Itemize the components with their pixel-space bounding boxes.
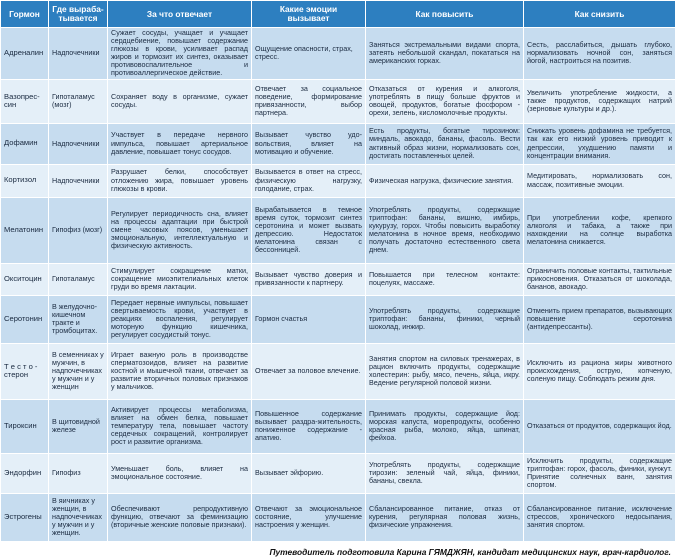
how-to-increase: Употреблять продукты, содержащие триптофан: бананы, вишню, имбирь, кукурузу, горох. Чтобы повысить выработку мелатонина в ночное время, необходимо получать достаточно естественного света днем.	[366, 197, 524, 263]
how-to-increase: Повышается при телесном контакте: поцелуях, массаже.	[366, 263, 524, 295]
emotions: Вызывает чувство доверия и привязанности к партнеру.	[252, 263, 366, 295]
production-site: Надпочечники	[49, 123, 108, 164]
hormone-name: Адреналин	[1, 28, 49, 80]
production-site: Надпочечники	[49, 164, 108, 197]
production-site: Гипофиз (мозг)	[49, 197, 108, 263]
table-row	[1, 399, 675, 453]
how-to-decrease: Исключить продукты, содержащие триптофан: горох, фасоль, финики, кунжут. Принятие солнечных ванн, занятия спортом.	[524, 453, 675, 493]
author-credit: Путеводитель подготовила Карина ГЯМДЖЯН, кандидат медицинских наук, врач-кардиолог.	[269, 547, 671, 557]
responsible-for: Участвует в передаче нервного импульса, повышает артериальное давление, повышает тонус сосудов.	[108, 123, 252, 164]
how-to-increase: Есть продукты, богатые тирозином: миндаль, авокадо, бананы, фасоль. Вести активный образ жизни, нормализовать сон, достигать поставленных целей.	[366, 123, 524, 164]
hormone-name: Окситоцин	[1, 263, 49, 295]
emotions: Вырабатывается в темное время суток, тормозит синтез серотонина и может вызвать депрессию. Недостаток мелатонина связан с бессонницей.	[252, 197, 366, 263]
how-to-increase: Сбалансированное питание, отказ от курения, регулярная половая жизнь, физические упражнения.	[366, 493, 524, 541]
table-row	[1, 295, 675, 343]
how-to-decrease: Отменить прием препаратов, вызывающих повышение серотонина (антидепрессанты).	[524, 295, 675, 343]
table-row	[1, 28, 675, 80]
header-how-to-increase: Как повысить	[366, 1, 524, 28]
how-to-increase: Употреблять продукты, содержащие тирозин: зеленый чай, яйца, финики, бананы, свекла.	[366, 453, 524, 493]
how-to-decrease: Медитировать, нормализовать сон, массаж, позитивные эмоции.	[524, 164, 675, 197]
how-to-decrease: Исключить из рациона жиры животного происхождения, острую, копченую, соленую пищу. Соблюдать режим дня.	[524, 343, 675, 399]
hormone-name: Эндорфин	[1, 453, 49, 493]
how-to-increase: Физическая нагрузка, физические занятия.	[366, 164, 524, 197]
hormone-name: Дофамин	[1, 123, 49, 164]
responsible-for: Сохраняет воду в организме, сужает сосуды.	[108, 79, 252, 123]
production-site: В семенниках у мужчин, в надпочечниках у мужчин и у женщин	[49, 343, 108, 399]
table-row	[1, 343, 675, 399]
responsible-for: Стимулирует сокращение матки, сокращение миоэпителиальных клеток груди во время лактации.	[108, 263, 252, 295]
emotions: Вызывает чувство удо-вольствия, влияет на мотивацию и обучение.	[252, 123, 366, 164]
hormone-name: Эстрогены	[1, 493, 49, 541]
responsible-for: Сужает сосуды, учащает и учащает сердцебиение, повышает содержание глюкозы в крови, усиливает распад жиров и тормозит их синтез, оказывает противовоспалительное и противоаллергическое действие.	[108, 28, 252, 80]
emotions: Ощущение опасности, страх, стресс.	[252, 28, 366, 80]
how-to-increase: Употреблять продукты, содержащие триптофан: бананы, финики, черный шоколад, инжир.	[366, 295, 524, 343]
hormone-name: Серотонин	[1, 295, 49, 343]
how-to-decrease: При употреблении кофе, крепкого алкоголя и табака, а также при нахождении на солнце выработка мелатонина снижается.	[524, 197, 675, 263]
emotions: Отвечают за эмоциональное состояние, улучшение настроения у женщин.	[252, 493, 366, 541]
table-row	[1, 164, 675, 197]
table-row	[1, 79, 675, 123]
header-how-to-decrease: Как снизить	[524, 1, 675, 28]
production-site: Гипофиз	[49, 453, 108, 493]
responsible-for: Обеспечивают репродуктивную функцию, отвечают за феминизацию (вторичные женские половые признаки).	[108, 493, 252, 541]
header-hormone: Гормон	[1, 1, 49, 28]
hormone-name: Мелатонин	[1, 197, 49, 263]
hormone-name: Вазопрес- син	[1, 79, 49, 123]
table-row	[1, 263, 675, 295]
how-to-increase: Занятия спортом на силовых тренажерах, в рацион включить продукты, содержащие холестерин: рыбу, мясо, печень, яйца, икру. Ведение регулярной половой жизни.	[366, 343, 524, 399]
how-to-decrease: Снижать уровень дофамина не требуется, так как его низкий уровень приводит к депрессии, ухудшению памяти и концентрации внимания.	[524, 123, 675, 164]
production-site: В желудочно-кишечном тракте и тромбоцитах.	[49, 295, 108, 343]
table-row	[1, 123, 675, 164]
responsible-for: Играет важную роль в производстве сперматозоидов, влияет на развитие костной и мышечной ткани, отвечает за развитие вторичных половых признаков у мальчиков.	[108, 343, 252, 399]
how-to-decrease: Сбалансированное питание, исключение стрессов, хронического недосыпания, занятия спортом.	[524, 493, 675, 541]
emotions: Вызывает эйфорию.	[252, 453, 366, 493]
emotions: Вызывается в ответ на стресс, физическую нагрузку, голодание, страх.	[252, 164, 366, 197]
responsible-for: Активирует процессы метаболизма, влияет на обмен белка, повышает температуру тела, повышает частоту сердечных сокращений, контролирует рост и развитие организма.	[108, 399, 252, 453]
header-responsible-for: За что отвечает	[108, 1, 252, 28]
table-row	[1, 453, 675, 493]
production-site: Надпочечники	[49, 28, 108, 80]
table-row	[1, 197, 675, 263]
production-site: Гипоталамус	[49, 263, 108, 295]
how-to-decrease: Сесть, расслабиться, дышать глубоко, нормализовать ночной сон, заняться йогой, настроиться на позитив.	[524, 28, 675, 80]
how-to-increase: Заняться экстремальными видами спорта, затеять небольшой скандал, покататься на американских горках.	[366, 28, 524, 80]
header-where-produced: Где выраба- тывается	[49, 1, 108, 28]
hormone-name: Кортизол	[1, 164, 49, 197]
how-to-decrease: Ограничить половые контакты, тактильные прикосновения. Отказаться от шоколада, бананов, авокадо.	[524, 263, 675, 295]
production-site: В щитовидной железе	[49, 399, 108, 453]
emotions: Отвечает за половое влечение.	[252, 343, 366, 399]
emotions: Гормон счастья	[252, 295, 366, 343]
emotions: Повышенное содержание вызывает раздра-жительность, пониженное содержание - апатию.	[252, 399, 366, 453]
how-to-increase: Отказаться от курения и алкоголя, употреблять в пищу больше фруктов и овощей, продуктов, богатые фосфором - орехи, зелень, кисломолочные продукты.	[366, 79, 524, 123]
responsible-for: Регулирует периодичность сна, влияет на процессы адаптации при быстрой смене часовых поясов, уменьшает эмоциональную, интеллектуальную и физическую активность.	[108, 197, 252, 263]
how-to-decrease: Отказаться от продуктов, содержащих йод.	[524, 399, 675, 453]
production-site: Гипоталамус (мозг)	[49, 79, 108, 123]
responsible-for: Уменьшает боль, влияет на эмоциональное состояние.	[108, 453, 252, 493]
header-emotions: Какие эмоции вызывает	[252, 1, 366, 28]
hormone-name: Т е с т о - стерон	[1, 343, 49, 399]
how-to-decrease: Увеличить употребление жидкости, а также продуктов, содержащих натрий (зерновые культуры и др.).	[524, 79, 675, 123]
hormone-name: Тироксин	[1, 399, 49, 453]
responsible-for: Разрушает белки, способствует отложению жира, повышает уровень глюкозы в крови.	[108, 164, 252, 197]
production-site: В яичниках у женщин, в надпочечниках у мужчин и у женщин.	[49, 493, 108, 541]
how-to-increase: Принимать продукты, содержащие йод: морская капуста, морепродукты, особенно красная рыба, молоко, яйца, шпинат, фейхоа.	[366, 399, 524, 453]
table-header-row	[1, 1, 675, 28]
emotions: Отвечает за социальное поведение, формирование привязанности, выбор партнера.	[252, 79, 366, 123]
table-row	[1, 493, 675, 541]
responsible-for: Передает нервные импульсы, повышает свертываемость крови, участвует в реакциях воспаления, регулирует моторную функцию кишечника, регулирует сосудистый тонус.	[108, 295, 252, 343]
